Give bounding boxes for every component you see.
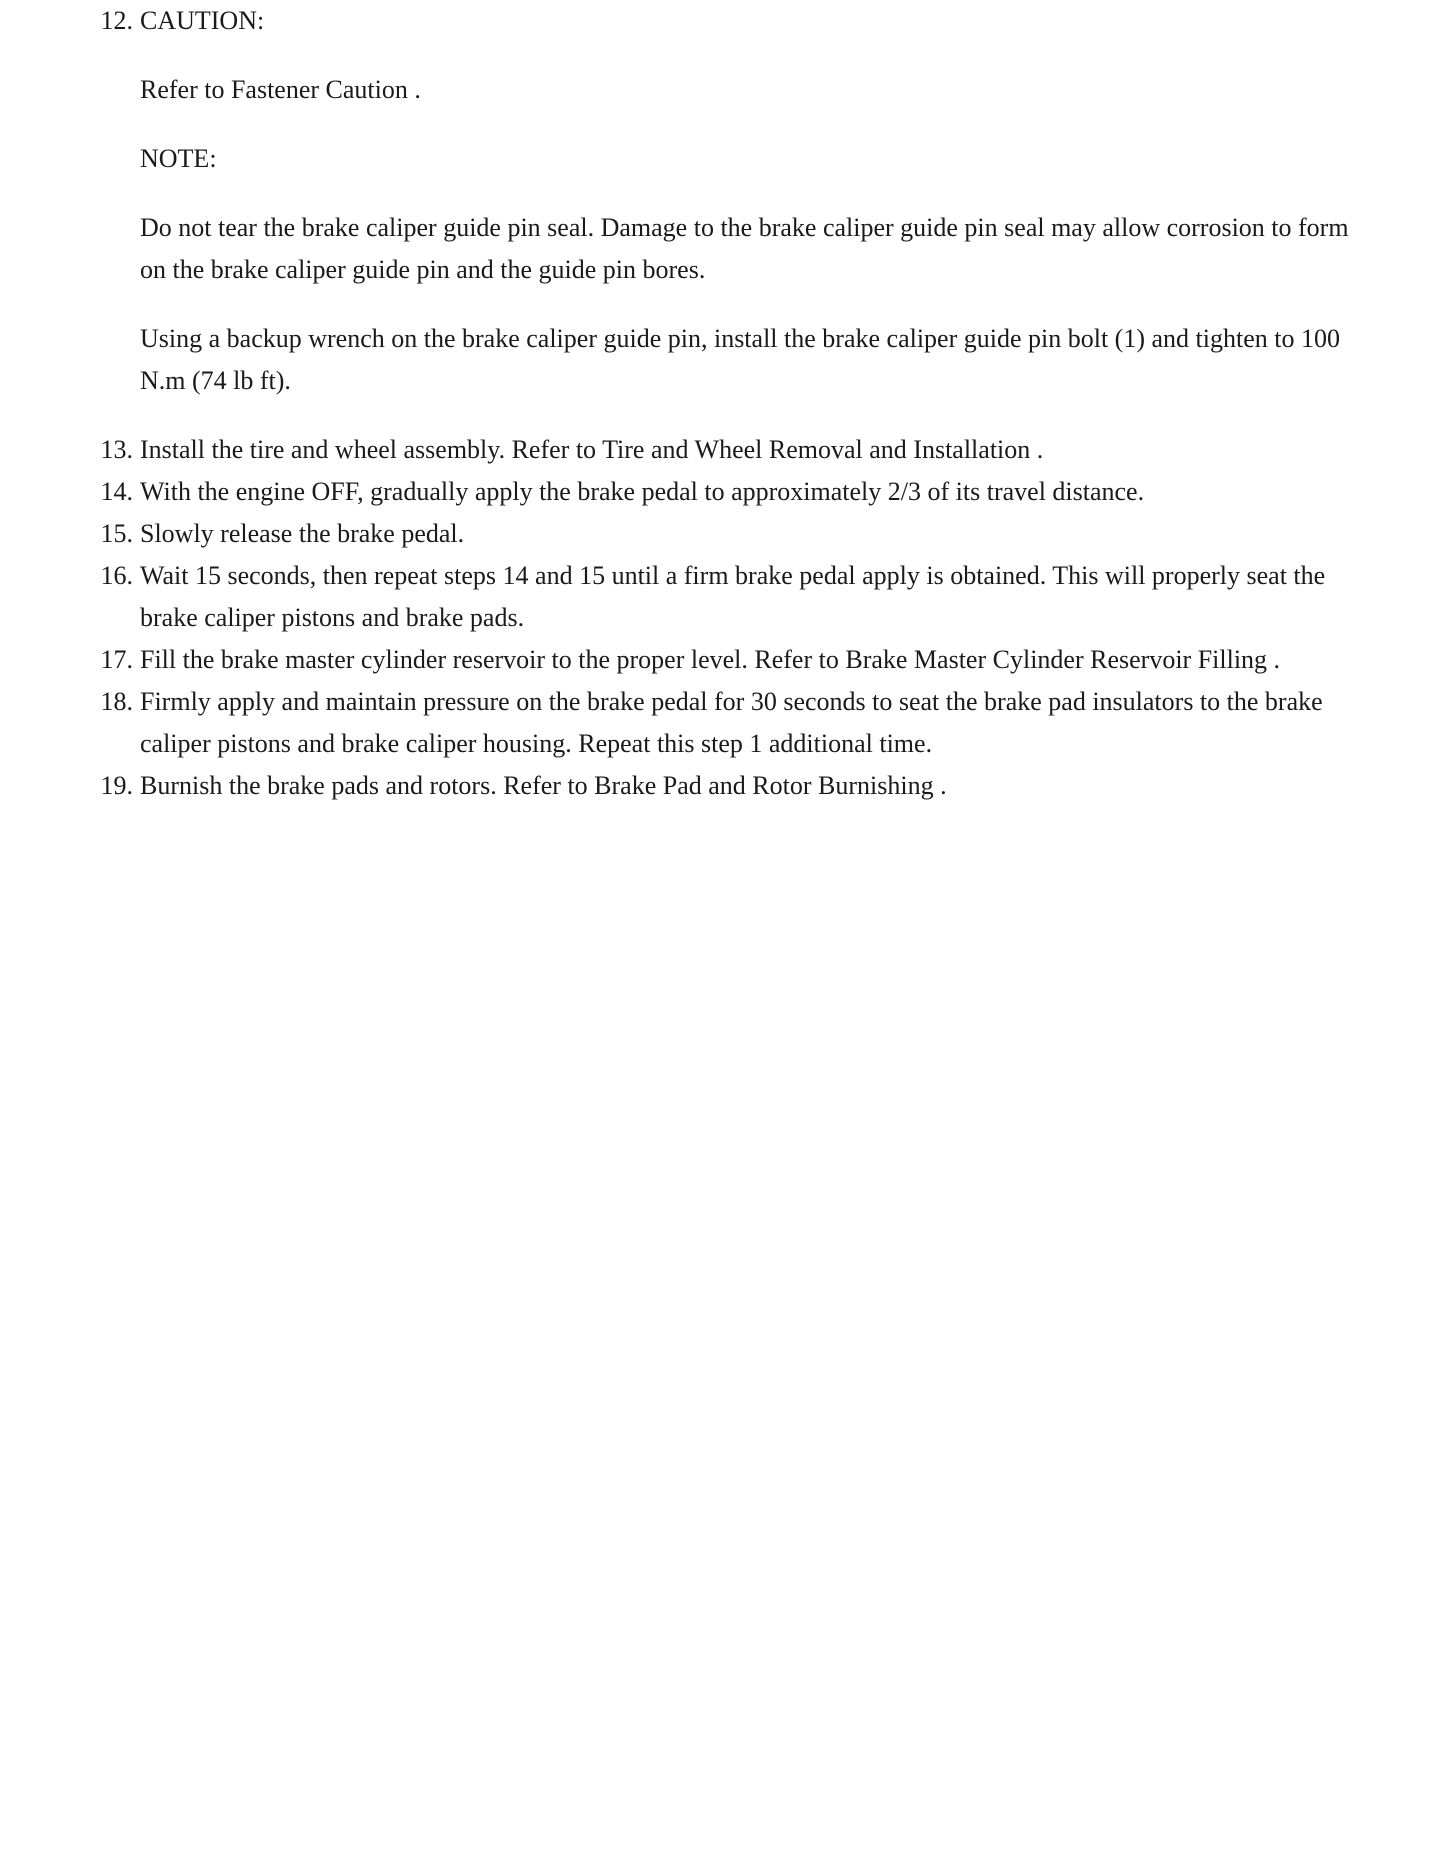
note-label: NOTE: — [140, 144, 217, 173]
procedure-document — [0, 0, 1445, 807]
step-14 — [0, 471, 1355, 513]
step-number: 15. — [100, 519, 133, 548]
step-number: 14. — [100, 477, 133, 506]
step-number: 16. — [100, 561, 133, 590]
step-text: With the engine OFF, gradually apply the brake pedal to approximately 2/3 of its travel distance. — [140, 477, 1145, 506]
step-number: 12. — [100, 6, 133, 35]
step-16 — [0, 555, 1355, 639]
step-number: 17. — [100, 645, 133, 674]
step-15 — [0, 513, 1355, 555]
step-number: 19. — [100, 771, 133, 800]
step-18 — [0, 681, 1355, 765]
step-text: Install the tire and wheel assembly. Refer to Tire and Wheel Removal and Installation . — [140, 435, 1044, 464]
step-13 — [0, 429, 1355, 471]
step-text: Wait 15 seconds, then repeat steps 14 and 15 until a firm brake pedal apply is obtained. This will properly seat the brake caliper pistons and brake pads. — [140, 561, 1326, 632]
step-12 — [0, 0, 1355, 402]
step-number: 18. — [100, 687, 133, 716]
step-instruction: Using a backup wrench on the brake caliper guide pin, install the brake caliper guide pin bolt (1) and tighten to 100 N.m (74 lb ft). — [140, 324, 1340, 395]
step-17 — [0, 639, 1355, 681]
caution-label: CAUTION: — [140, 6, 265, 35]
step-text: Firmly apply and maintain pressure on the brake pedal for 30 seconds to seat the brake pad insulators to the brake caliper pistons and brake caliper housing. Repeat this step 1 additional time. — [140, 687, 1323, 758]
note-text: Do not tear the brake caliper guide pin seal. Damage to the brake caliper guide pin seal may allow corrosion to form on the brake caliper guide pin and the guide pin bores. — [140, 213, 1349, 284]
step-text: Fill the brake master cylinder reservoir to the proper level. Refer to Brake Master Cylinder Reservoir Filling . — [140, 645, 1281, 674]
step-19 — [0, 765, 1355, 807]
step-text: Slowly release the brake pedal. — [140, 519, 465, 548]
step-number: 13. — [100, 435, 133, 464]
step-text: Burnish the brake pads and rotors. Refer to Brake Pad and Rotor Burnishing . — [140, 771, 947, 800]
caution-text: Refer to Fastener Caution . — [140, 75, 421, 104]
